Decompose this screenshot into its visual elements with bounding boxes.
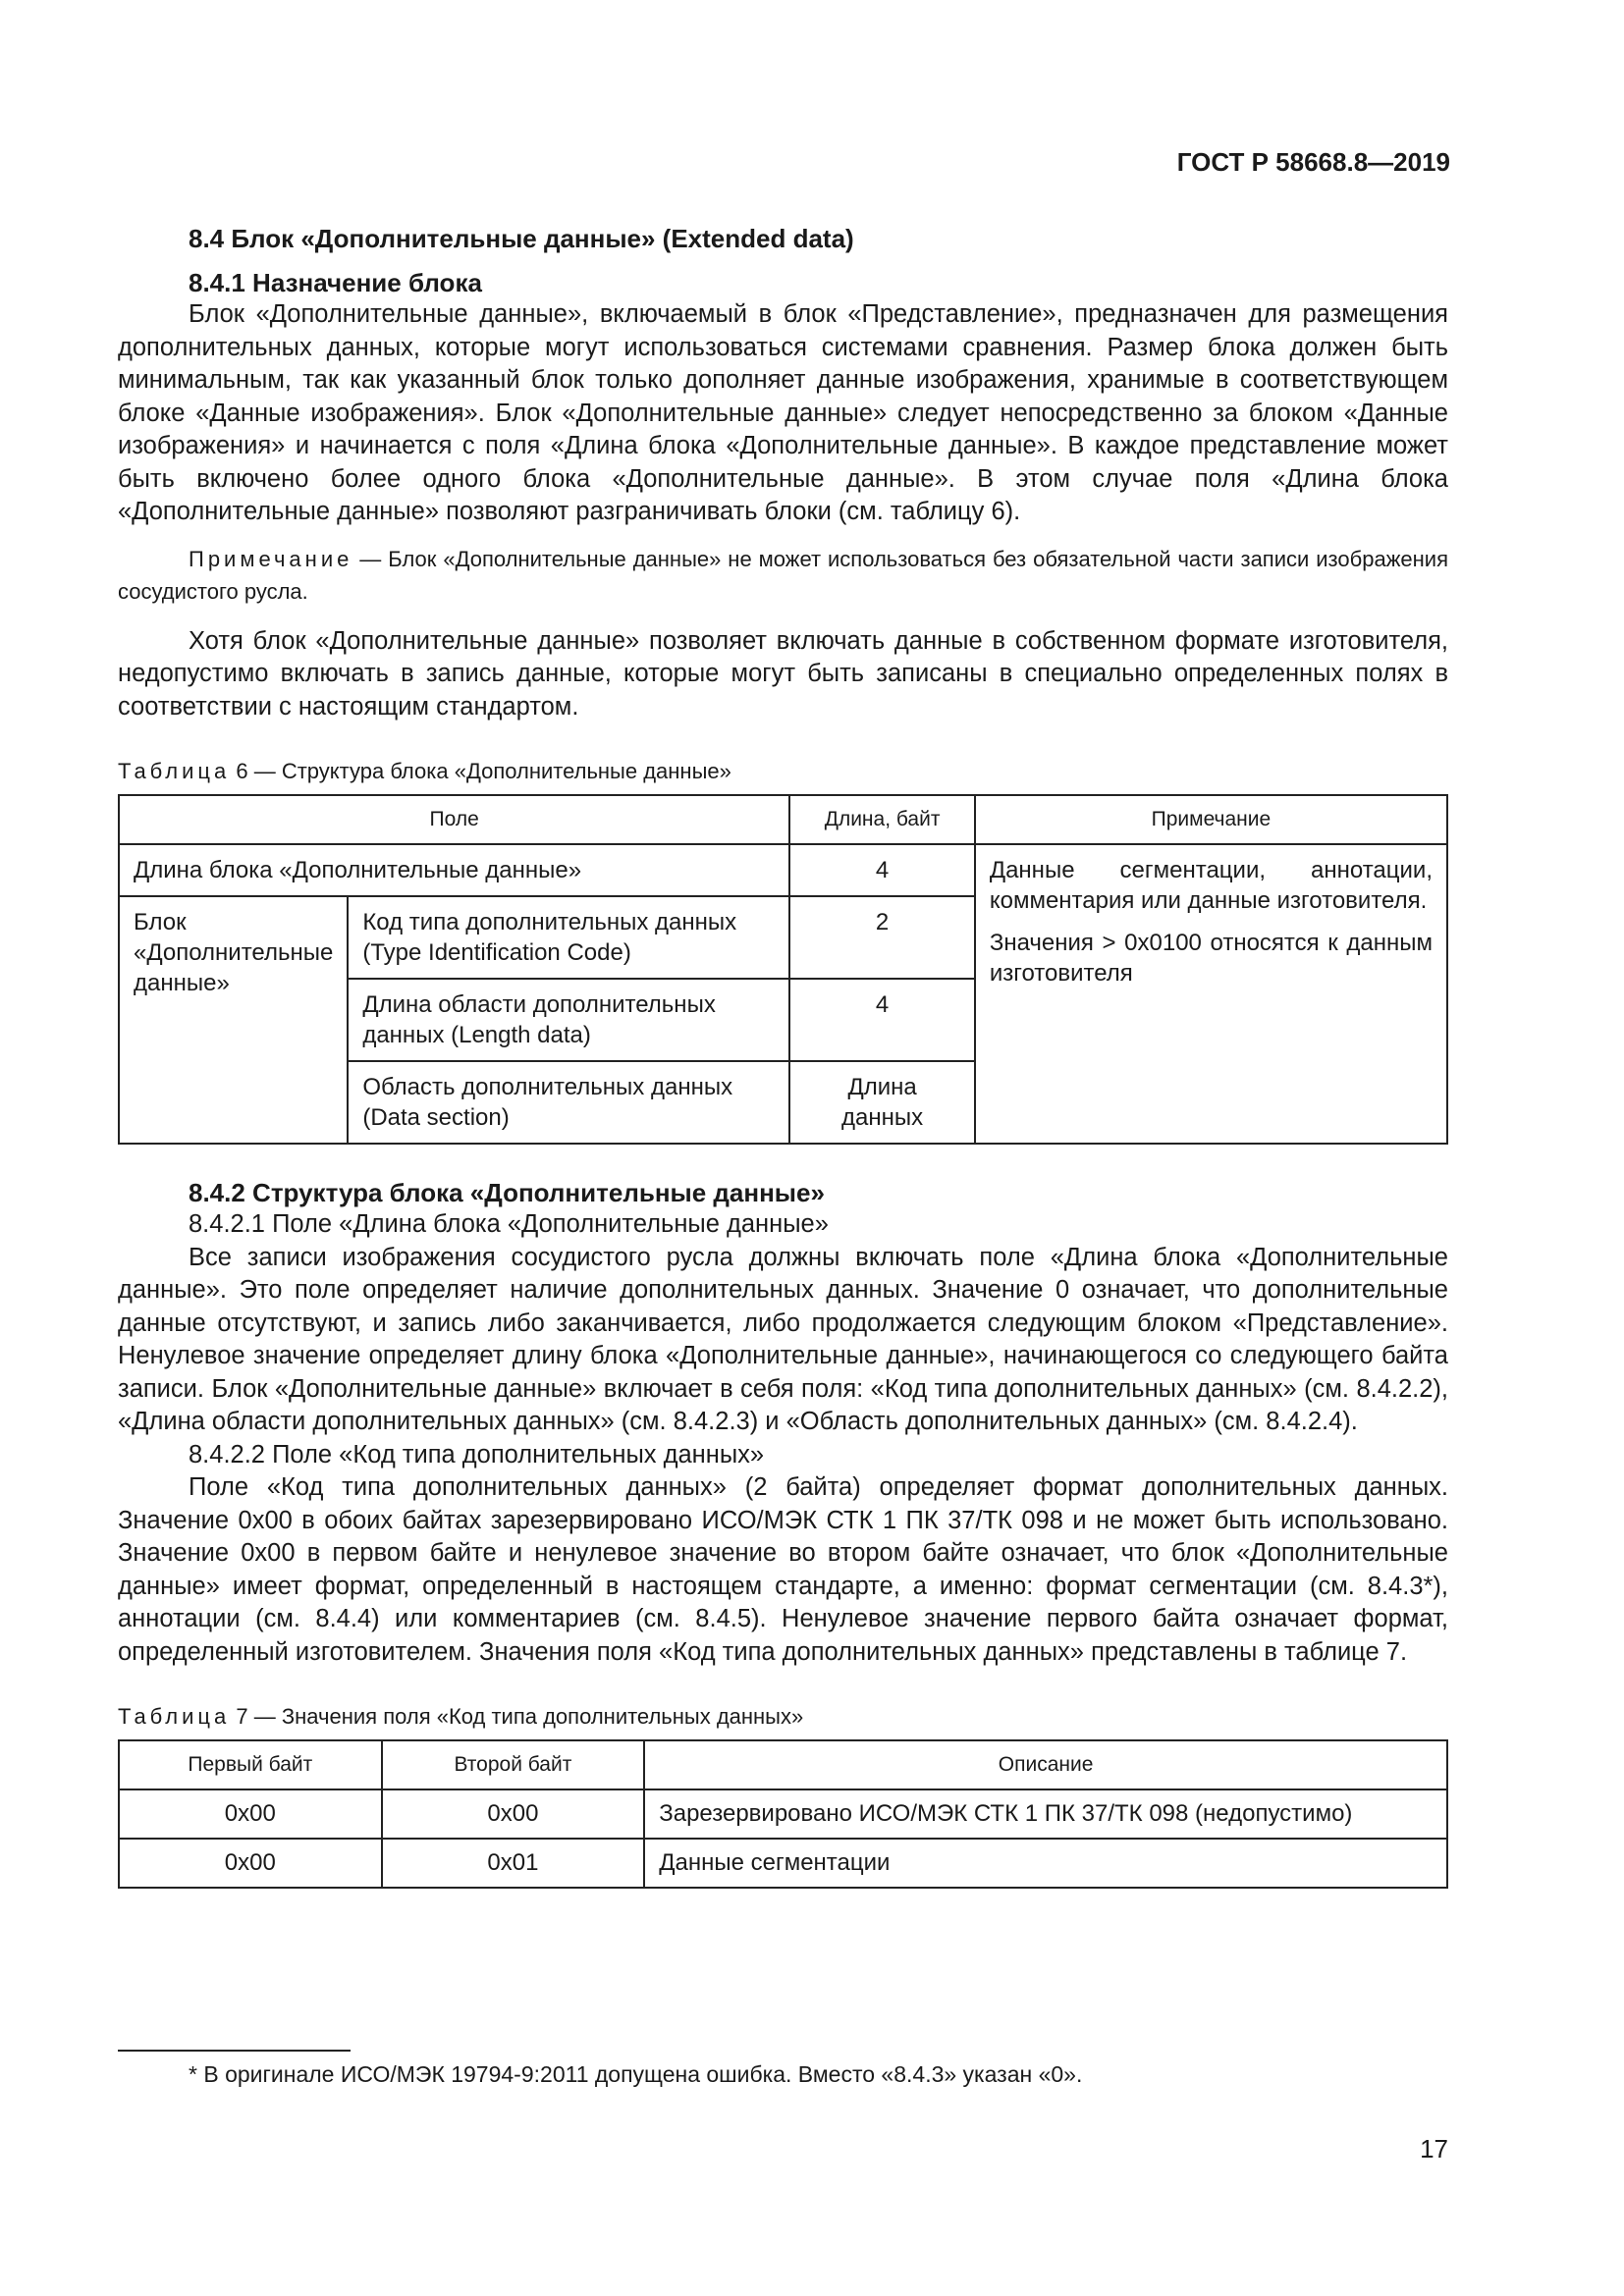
note-text: — Блок «Дополнительные данные» не может использоваться без обязательной части записи изображения сосудистого русла.: [118, 546, 1448, 604]
table-cell: 0x00: [382, 1789, 645, 1839]
col-header: Примечание: [975, 795, 1447, 844]
table-cell: Длина области дополнительных данных (Length data): [348, 979, 789, 1061]
table7-caption: [118, 1704, 1448, 1730]
footnote-separator: [118, 2050, 351, 2052]
paragraph: Блок «Дополнительные данные», включаемый в блок «Представление», предназначен для размещения дополнительных данных, которые могут использоваться системами сравнения. Размер блока должен быть минимальным, так как указанный блок только дополняет данные изображения, хранимые в соответствующем блоке «Данные изображения». Блок «Дополнительные данные» следует непосредственно за блоком «Данные изображения» и начинается с поля «Длина блока «Дополнительные данные». В каждое представление может быть включено более одного блока «Дополнительные данные». В этом случае поля «Длина блока «Дополнительные данные» позволяют разграничивать блоки (см. таблицу 6).: [118, 300, 1448, 525]
paragraph: Поле «Код типа дополнительных данных» (2 байта) определяет формат дополнительных данных. Значение 0x00 в обоих байтах зарезервировано ИСО/МЭК СТК 1 ПК 37/ТК 098 и не может быть использовано. Значение 0x00 в первом байте и ненулевое значение во втором байте означает, что блок «Дополнительные данные» имеет формат, определенный в настоящем стандарте, а именно: формат сегментации (см. 8.4.3*), аннотации (см. 8.4.4) или комментариев (см. 8.4.5). Ненулевое значение первого байта означает формат, определенный изготовителем. Значения поля «Код типа дополнительных данных» представлены в таблице 7.: [118, 1473, 1448, 1666]
note-label: Примечание: [189, 546, 353, 571]
col-header: Второй байт: [382, 1740, 645, 1789]
table-cell: Область дополнительных данных (Data section): [348, 1061, 789, 1144]
table-cell: 4: [789, 844, 974, 896]
clause-title: 8.4.2.1 Поле «Длина блока «Дополнительные данные»: [189, 1210, 829, 1238]
table-6: [118, 794, 1448, 1145]
table-cell: Длина данных: [789, 1061, 974, 1144]
table-cell: 0x01: [382, 1839, 645, 1888]
table-header-row: [119, 1740, 1447, 1789]
caption-text: 7 — Значения поля «Код типа дополнительных данных»: [230, 1704, 804, 1729]
caption-text: 6 — Структура блока «Дополнительные данные»: [230, 759, 731, 783]
table-row: [119, 844, 1447, 896]
col-header: Поле: [119, 795, 789, 844]
table-row: [119, 1839, 1447, 1888]
table-cell: 0x00: [119, 1789, 382, 1839]
table6-caption: [118, 759, 1448, 784]
page-number: 17: [1420, 2134, 1448, 2163]
note-line: Значения > 0x0100 относятся к данным изготовителя: [989, 930, 1433, 987]
table-cell: 4: [789, 979, 974, 1061]
table-cell: Зарезервировано ИСО/МЭК СТК 1 ПК 37/ТК 098 (недопустимо): [644, 1789, 1447, 1839]
note: [118, 543, 1448, 608]
paragraph: Хотя блок «Дополнительные данные» позволяет включать данные в собственном формате изготовителя, недопустимо включать в запись данные, которые могут быть записаны в специально определенных полях в соответствии с настоящим стандартом.: [118, 626, 1448, 721]
subsection-title: 8.4.2 Структура блока «Дополнительные данные»: [189, 1178, 825, 1207]
caption-label: Таблица: [118, 759, 231, 783]
table-cell: 2: [789, 896, 974, 979]
table-cell: 0x00: [119, 1839, 382, 1888]
table-cell: Данные сегментации: [644, 1839, 1447, 1888]
col-header: Описание: [644, 1740, 1447, 1789]
document-id: ГОСТ Р 58668.8—2019: [1176, 147, 1450, 177]
table-note-cell: [975, 844, 1447, 1144]
col-header: Длина, байт: [789, 795, 974, 844]
caption-label: Таблица: [118, 1704, 231, 1729]
table-row: [119, 1789, 1447, 1839]
table-7: [118, 1739, 1448, 1889]
section-title: 8.4 Блок «Дополнительные данные» (Extended data): [189, 224, 854, 253]
note-line: Данные сегментации, аннотации, комментария или данные изготовителя.: [989, 857, 1433, 914]
group-label-cell: Блок «Дополнительные данные»: [119, 896, 348, 1144]
col-header: Первый байт: [119, 1740, 382, 1789]
table-header-row: [119, 795, 1447, 844]
page-content: [118, 224, 1448, 1889]
table-cell: Код типа дополнительных данных (Type Identification Code): [348, 896, 789, 979]
paragraph: Все записи изображения сосудистого русла должны включать поле «Длина блока «Дополнительные данные». Это поле определяет наличие дополнительных данных. Значение 0 означает, что дополнительные данные отсутствуют, и запись либо заканчивается, либо продолжается следующим блоком «Представление». Ненулевое значение определяет длину блока «Дополнительные данные», начинающегося со следующего байта записи. Блок «Дополнительные данные» включает в себя поля: «Код типа дополнительных данных» (см. 8.4.2.2), «Длина области дополнительных данных» (см. 8.4.2.3) и «Область дополнительных данных» (см. 8.4.2.4).: [118, 1243, 1448, 1435]
table-cell: Длина блока «Дополнительные данные»: [119, 844, 789, 896]
clause-title: 8.4.2.2 Поле «Код типа дополнительных данных»: [189, 1440, 765, 1468]
subsection-title: 8.4.1 Назначение блока: [189, 268, 482, 297]
footnote: * В оригинале ИСО/МЭК 19794-9:2011 допущена ошибка. Вместо «8.4.3» указан «0».: [189, 2061, 1083, 2087]
